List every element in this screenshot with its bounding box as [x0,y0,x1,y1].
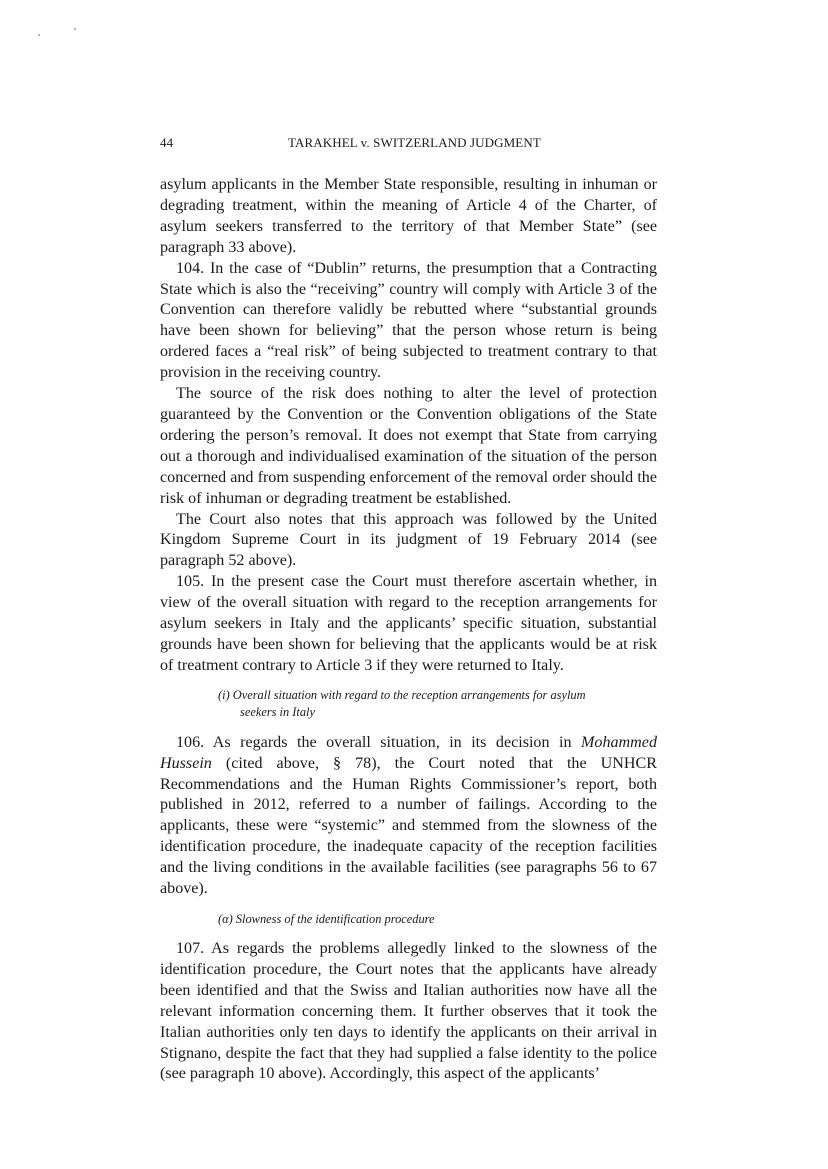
paragraph-106-rest: (cited above, § 78), the Court noted that the UNHCR Recommendations and the Human Rights Commissioner’s report, both published in 2012, referred to a number of failings. According to the applicants, these were “systemic” and stemmed from the slowness of the identification procedure, the inadequate capacity of the reception facilities and the living conditions in the available facilities (see paragraphs 56 to 67 above). [160,754,657,898]
scan-speck [74,28,76,30]
paragraph-continuation: asylum applicants in the Member State responsible, resulting in inhuman or degrading treatment, within the meaning of Article 4 of the Charter, of asylum seekers transferred to the territory of that Member State” (see paragraph 33 above). [160,176,657,256]
running-head [160,135,660,155]
paragraph-106-start: 106. As regards the overall situation, in its decision in [176,733,582,751]
case-name: Mohammed Hussein [160,733,657,772]
page-number: 44 [160,135,174,150]
section-heading-i-line1: (i) Overall situation with regard to the reception arrangements for asylum [218,687,586,702]
subsection-heading-a: (α) Slowness of the identification procedure [218,912,435,926]
paragraph-107: 107. As regards the problems allegedly linked to the slowness of the identification procedure, the Court notes that the applicants have already been identified and that the Swiss and Italian authorities now have all the relevant information concerning them. It further observes that it took the Italian authorities only ten days to identify the applicants on their arrival in Stignano, despite the fact that they had supplied a false identity to the police (see paragraph 10 above). Accordingly, this aspect of the applicants’ [160,940,657,1083]
scan-speck [38,34,40,36]
paragraph-104-b: The source of the risk does nothing to alter the level of protection guaranteed by the Convention or the Convention obligations of the State ordering the person’s removal. It does not exempt that State from carrying out a thorough and individualised examination of the situation of the person concerned and from suspending enforcement of the removal order should the risk of inhuman or degrading treatment be established. [160,385,657,507]
document-body [160,175,657,1085]
paragraph-106 [160,733,657,900]
section-heading-i-line2: seekers in Italy [240,704,316,719]
paragraph-104-c: The Court also notes that this approach was followed by the United Kingdom Supreme Court in its judgment of 19 February 2014 (see paragraph 52 above). [160,510,657,570]
paragraph-105: 105. In the present case the Court must therefore ascertain whether, in view of the overall situation with regard to the reception arrangements for asylum seekers in Italy and the applicants’ specific situation, substantial grounds have been shown for believing that the applicants would be at risk of treatment contrary to Article 3 if they were returned to Italy. [160,573,657,674]
running-title: TARAKHEL v. SWITZERLAND JUDGMENT [288,135,541,150]
paragraph-104: 104. In the case of “Dublin” returns, the presumption that a Contracting State which is also the “receiving” country will comply with Article 3 of the Convention can therefore validly be rebutted where “substantial grounds have been shown for believing” that the person whose return is being ordered faces a “real risk” of being subjected to treatment contrary to that provision in the receiving country. [160,259,657,382]
section-heading-i [160,687,657,721]
